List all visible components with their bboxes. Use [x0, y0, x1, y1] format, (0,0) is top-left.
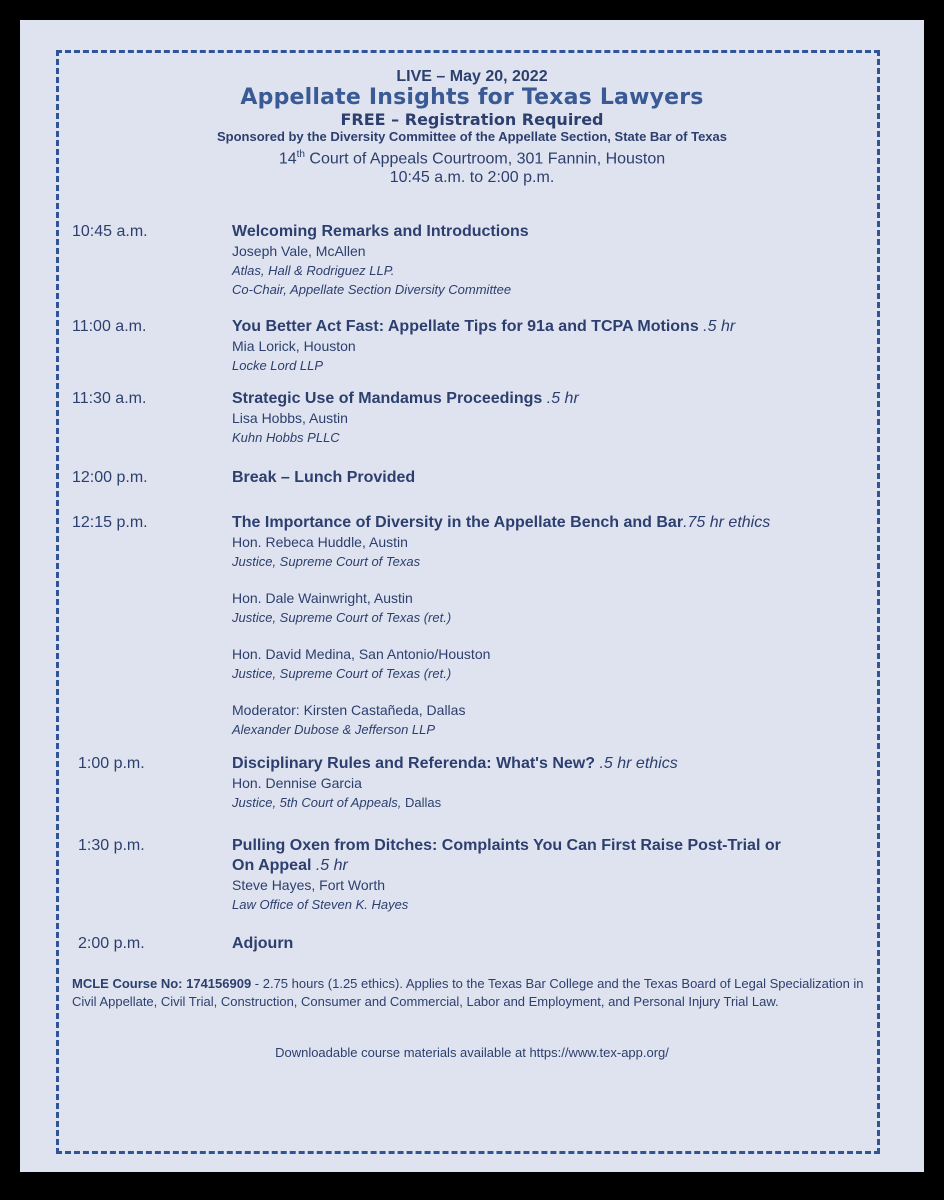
- mcle-info: MCLE Course No: 174156909 - 2.75 hours (1.25 ethics). Applies to the Texas Bar College and the Texas Board of Legal Specialization in Civil Appellate, Civil Trial, Construction, Consumer and Commercial, Labor and Employment, and Personal Injury Trial Law.: [72, 976, 864, 1009]
- session-time: 1:30 p.m.: [78, 837, 145, 854]
- speaker-name: Hon. Dennise Garcia: [232, 775, 362, 791]
- moderator-name: Moderator: Kirsten Castañeda, Dallas: [232, 702, 466, 718]
- speaker-role: Co-Chair, Appellate Section Diversity Committee: [232, 282, 512, 297]
- speaker-role: Justice, 5th Court of Appeals, Dallas: [232, 795, 442, 810]
- session-time: 11:00 a.m.: [72, 318, 147, 335]
- downloads-note: Downloadable course materials available at https://www.tex-app.org/: [275, 1045, 669, 1060]
- session-title: Strategic Use of Mandamus Proceedings .5 hr: [232, 390, 579, 407]
- speaker-name: Joseph Vale, McAllen: [232, 243, 366, 259]
- session-time: 1:00 p.m.: [78, 755, 145, 772]
- panelist-name: Hon. Dale Wainwright, Austin: [232, 590, 413, 606]
- session-time: 11:30 a.m.: [72, 390, 147, 407]
- session-title-cont: On Appeal .5 hr: [232, 857, 348, 874]
- speaker-name: Mia Lorick, Houston: [232, 338, 356, 354]
- speaker-name: Lisa Hobbs, Austin: [232, 410, 348, 426]
- session-title: The Importance of Diversity in the Appellate Bench and Bar.75 hr ethics: [232, 514, 771, 531]
- moderator-affiliation: Alexander Dubose & Jefferson LLP: [232, 722, 436, 737]
- session-title: Pulling Oxen from Ditches: Complaints You Can First Raise Post-Trial or: [232, 837, 781, 854]
- speaker-affiliation: Kuhn Hobbs PLLC: [232, 430, 340, 445]
- sponsor-line: Sponsored by the Diversity Committee of the Appellate Section, State Bar of Texas: [216, 129, 727, 144]
- session-time: 2:00 p.m.: [78, 935, 145, 952]
- event-date: LIVE – May 20, 2022: [396, 68, 548, 85]
- speaker-name: Steve Hayes, Fort Worth: [232, 877, 386, 893]
- session-title: Disciplinary Rules and Referenda: What's New? .5 hr ethics: [232, 755, 678, 772]
- session-time: 12:15 p.m.: [72, 514, 148, 531]
- session-title: You Better Act Fast: Appellate Tips for 91a and TCPA Motions .5 hr: [232, 318, 736, 335]
- panelist-role: Justice, Supreme Court of Texas (ret.): [232, 666, 452, 681]
- panelist-name: Hon. David Medina, San Antonio/Houston: [232, 646, 491, 662]
- session-time: 12:00 p.m.: [72, 469, 148, 486]
- registration-note: FREE – Registration Required: [340, 110, 604, 129]
- panelist-role: Justice, Supreme Court of Texas: [232, 554, 421, 569]
- flyer-header: [20, 68, 924, 187]
- speaker-affiliation: Locke Lord LLP: [232, 358, 324, 373]
- flyer-page: [20, 20, 924, 1172]
- session-title: Adjourn: [232, 935, 294, 952]
- session-title: Welcoming Remarks and Introductions: [232, 223, 529, 240]
- event-title: Appellate Insights for Texas Lawyers: [240, 85, 704, 110]
- session-title: Break – Lunch Provided: [232, 469, 416, 486]
- session-time: 10:45 a.m.: [72, 223, 148, 240]
- panelist-name: Hon. Rebeca Huddle, Austin: [232, 534, 408, 550]
- speaker-affiliation: Law Office of Steven K. Hayes: [232, 897, 409, 912]
- event-location: 14th Court of Appeals Courtroom, 301 Fannin, Houston: [278, 149, 666, 168]
- event-time: 10:45 a.m. to 2:00 p.m.: [389, 169, 555, 187]
- panelist-role: Justice, Supreme Court of Texas (ret.): [232, 610, 452, 625]
- speaker-affiliation: Atlas, Hall & Rodriguez LLP.: [232, 263, 395, 278]
